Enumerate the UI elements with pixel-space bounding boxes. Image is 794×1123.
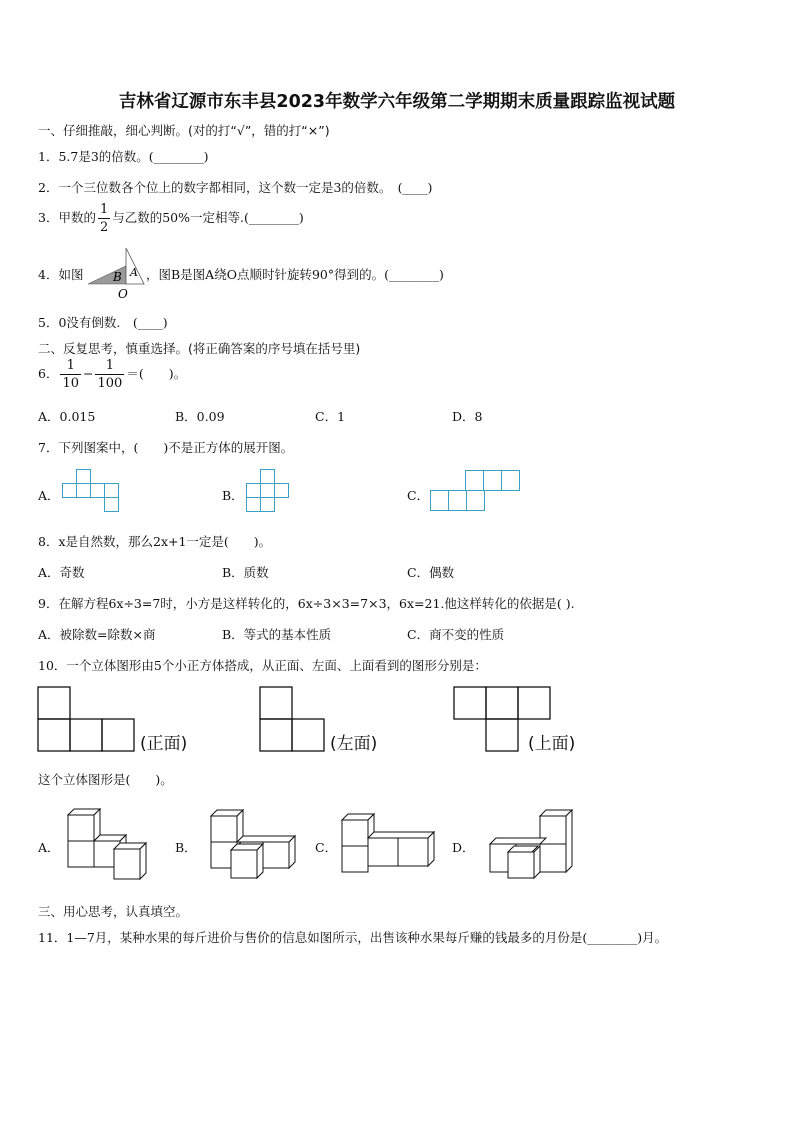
question-7: 7．下列图案中，( )不是正方体的展开图。 xyxy=(38,440,294,455)
q8-option-a: A．奇数 xyxy=(38,565,85,580)
q7-net-a xyxy=(60,469,124,515)
q6-option-d: D．8 xyxy=(452,409,483,424)
question-4-prefix: 4．如图 xyxy=(38,267,84,282)
label-a: A xyxy=(130,266,138,279)
q10-solid-d xyxy=(486,808,578,882)
q3-suffix: 与乙数的50%一定相等.(________) xyxy=(112,210,304,225)
q6-option-b: B．0.09 xyxy=(175,409,225,424)
section3-heading: 三、用心思考，认真填空。 xyxy=(38,904,189,919)
q10-solid-b xyxy=(205,800,300,882)
q10-left-label: (左面) xyxy=(330,734,378,754)
q7-option-a: A． xyxy=(38,488,60,503)
q10-option-b: B． xyxy=(175,840,197,855)
q6-option-a: A．0.015 xyxy=(38,409,96,424)
q6-option-c: C．1 xyxy=(315,409,346,424)
section2-heading: 二、反复思考，慎重选择。(将正确答案的序号填在括号里) xyxy=(38,341,361,356)
q10-front-view xyxy=(37,685,139,755)
q10-top-label: (上面) xyxy=(528,734,576,754)
q8-option-b: B．质数 xyxy=(222,565,269,580)
q10-left-view xyxy=(259,685,329,755)
q6-fraction-1-numerator: 1 xyxy=(60,359,81,375)
question-8: 8．x是自然数，那么2x+1一定是( )。 xyxy=(38,534,272,549)
question-9: 9．在解方程6x÷3=7时，小方是这样转化的，6x÷3×3=7×3，6x=21.他这样转化的依据是( ). xyxy=(38,596,575,611)
rotation-triangles-figure xyxy=(86,246,154,302)
q10-option-c: C． xyxy=(315,840,338,855)
question-2: 2．一个三位数各个位上的数字都相同，这个数一定是3的倍数。 (____) xyxy=(38,180,433,195)
q7-option-b: B． xyxy=(222,488,244,503)
question-5: 5．0没有倒数. (____) xyxy=(38,315,168,330)
q7-net-b xyxy=(245,469,293,517)
question-1: 1．5.7是3的倍数。(________) xyxy=(38,149,209,164)
question-3 xyxy=(38,203,304,234)
question-4-suffix: ，图B是图A绕O点顺时针旋转90°得到的。(________) xyxy=(146,267,444,282)
label-b: B xyxy=(113,270,122,284)
q10-option-a: A． xyxy=(38,840,60,855)
q6-prefix: 6． xyxy=(38,366,59,381)
q10-option-d: D． xyxy=(452,840,475,855)
q6-minus: − xyxy=(83,366,94,381)
q10-question: 这个立体图形是( )。 xyxy=(38,772,173,787)
q3-fraction-numerator: 1 xyxy=(99,202,109,217)
q6-fraction-1 xyxy=(60,359,81,390)
section1-heading: 一、仔细推敲，细心判断。(对的打“√”，错的打“×”) xyxy=(38,123,330,138)
q7-net-c xyxy=(429,469,525,515)
q7-option-c: C． xyxy=(407,488,430,503)
q10-front-label: (正面) xyxy=(140,734,188,754)
q6-fraction-2 xyxy=(95,359,124,390)
q10-solid-c xyxy=(338,808,438,880)
q6-fraction-2-numerator: 1 xyxy=(95,359,124,375)
q3-fraction-denominator: 2 xyxy=(99,220,109,235)
q10-solid-a xyxy=(62,805,157,883)
q6-fraction-1-denominator: 10 xyxy=(62,376,79,391)
q9-option-a: A．被除数=除数×商 xyxy=(38,627,156,642)
q9-option-c: C．商不变的性质 xyxy=(407,627,505,642)
page-title: 吉林省辽源市东丰县2023年数学六年级第二学期期末质量跟踪监视试题 xyxy=(118,92,676,112)
q9-option-b: B．等式的基本性质 xyxy=(222,627,332,642)
question-10: 10．一个立体图形由5个小正方体搭成，从正面、左面、上面看到的图形分别是： xyxy=(38,658,487,673)
q6-suffix: ＝( )。 xyxy=(126,366,187,381)
question-11: 11．1—7月，某种水果的每斤进价与售价的信息如图所示，出售该种水果每斤赚的钱最多的月份是(________)月。 xyxy=(38,930,668,945)
q3-fraction xyxy=(98,203,110,234)
q6-fraction-2-denominator: 100 xyxy=(97,376,123,391)
q3-prefix: 3．甲数的 xyxy=(38,210,96,225)
q8-option-c: C．偶数 xyxy=(407,565,455,580)
question-6 xyxy=(38,359,186,390)
label-o: O xyxy=(118,287,128,301)
